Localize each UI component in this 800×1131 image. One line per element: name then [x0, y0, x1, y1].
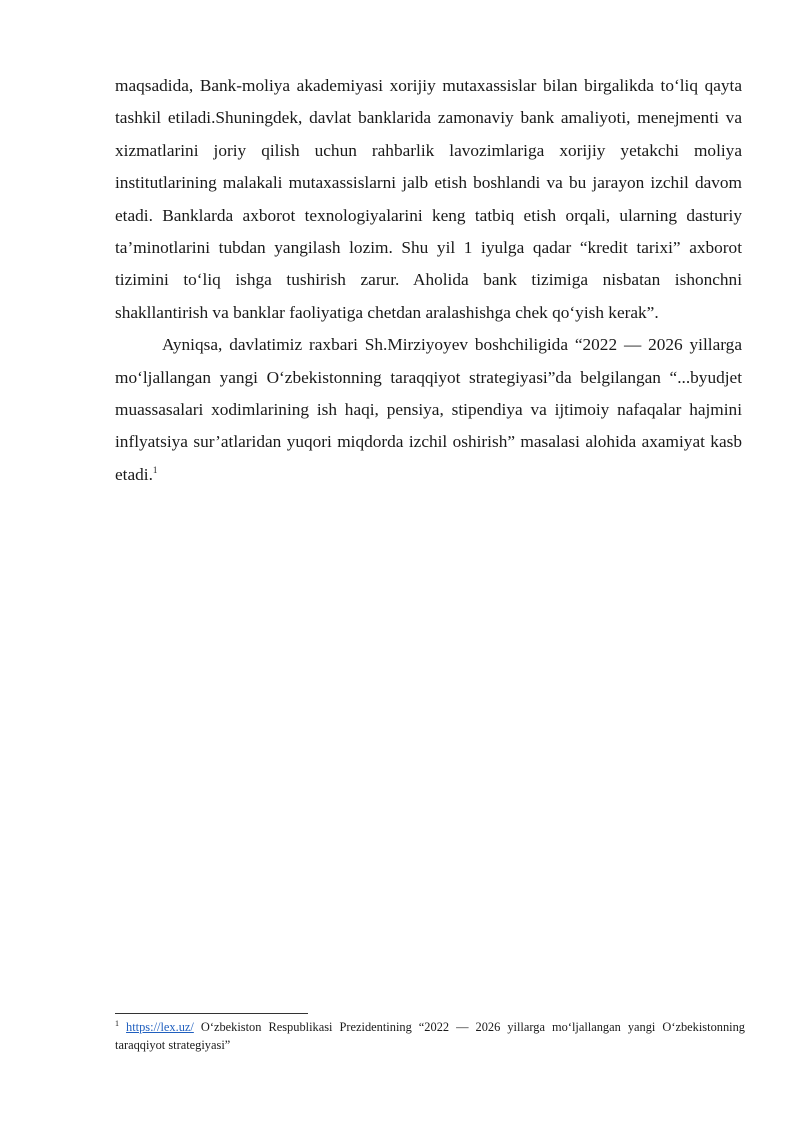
paragraph-1-text: maqsadida, Bank-moliya akademiyasi xorijiy mutaxassislar bilan birgalikda to‘liq qayta tashkil etiladi.Shuningdek, davlat banklarida zamonaviy bank amaliyoti, menejmenti va xizmatlarini joriy qilish uchun rahbarlik lavozimlariga xorijiy yetakchi moliya institutlarining malakali mutaxassislarni jalb etish boshlandi va bu jarayon izchil davom etadi. Banklarda axborot texnologiyalarini keng tatbiq etish orqali, ularning dasturiy ta’minotlarini tubdan yangilash lozim. Shu yil 1 iyulga qadar “kredit tarixi” axborot tizimini to‘liq ishga tushirish zarur. Aholida bank tizimiga nisbatan ishonchni shakllantirish va banklar faoliyatiga chetdan aralashishga chek qo‘yish kerak”. — [115, 76, 742, 322]
footnote — [115, 1018, 745, 1054]
footnote-text: O‘zbekiston Respublikasi Prezidentining “2022 — 2026 yillarga mo‘ljallangan yangi O‘zbekistonning taraqqiyot strategiyasi” — [115, 1020, 745, 1052]
footnote-separator — [115, 1013, 308, 1014]
paragraph-2 — [115, 329, 742, 491]
paragraph-2-text: Ayniqsa, davlatimiz raxbari Sh.Mirziyoyev boshchiligida “2022 — 2026 yillarga mo‘ljallangan yangi O‘zbekistonning taraqqiyot strategiyasi”da belgilangan “...byudjet muassasalari xodimlarining ish haqi, pensiya, stipendiya va ijtimoiy nafaqalar hajmini inflyatsiya sur’atlaridan yuqori miqdorda izchil oshirish” masalasi alohida axamiyat kasb etadi. — [115, 335, 742, 484]
footnote-reference[interactable]: 1 — [152, 465, 158, 476]
body-text — [115, 70, 742, 491]
footnote-link[interactable]: https://lex.uz/ — [126, 1020, 194, 1034]
paragraph-1 — [115, 70, 742, 329]
footnote-number: 1 — [115, 1018, 119, 1028]
